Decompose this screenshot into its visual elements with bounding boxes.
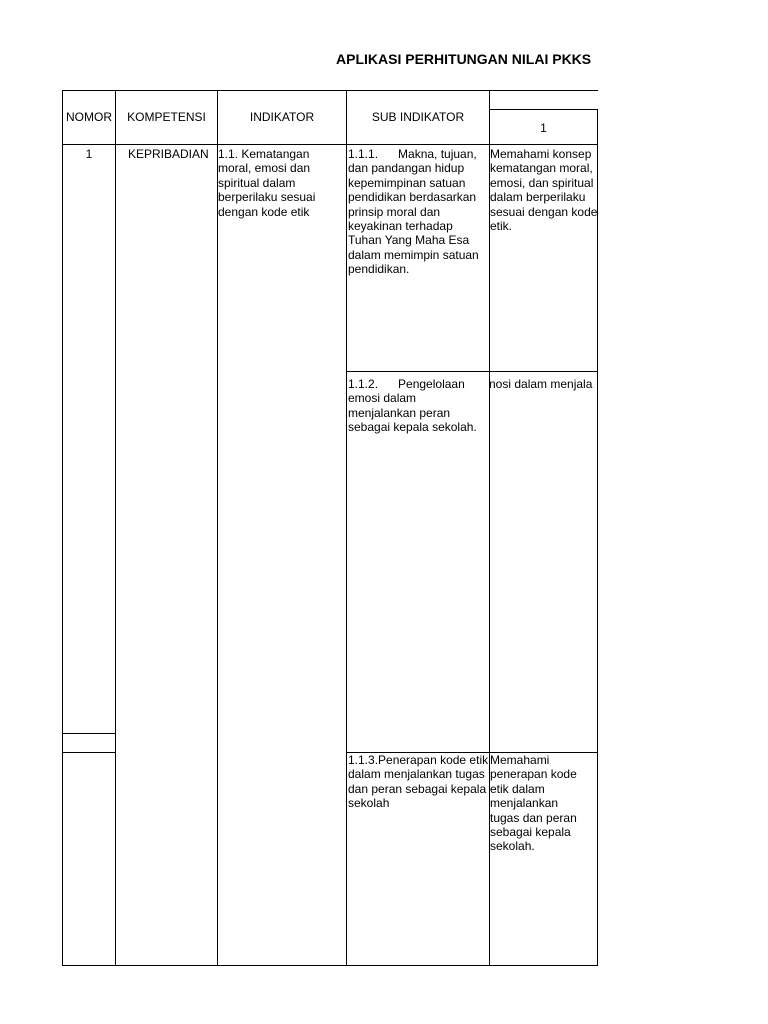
grid-line — [62, 733, 116, 734]
grid-line — [62, 965, 598, 966]
header-col-1: 1 — [540, 121, 547, 135]
grid-line — [489, 90, 598, 91]
grid-line — [115, 90, 116, 966]
header-kompetensi: KOMPETENSI — [127, 110, 206, 124]
cell-sub-indikator-2: 1.1.2. Pengelolaan emosi dalam menjalankan peran sebagai kepala sekolah. — [348, 377, 477, 435]
grid-line — [62, 752, 116, 753]
cell-nomor: 1 — [85, 147, 93, 161]
cell-kompetensi: KEPRIBADIAN — [128, 147, 209, 161]
grid-line — [489, 109, 598, 110]
grid-line — [62, 144, 598, 145]
grid-line — [346, 90, 347, 966]
cell-desc-2: nosi dalam menjala — [489, 377, 593, 391]
grid-line — [62, 90, 490, 91]
page-title: APLIKASI PERHITUNGAN NILAI PKKS — [336, 51, 592, 67]
cell-desc-3: Memahami penerapan kode etik dalam menjalankan tugas dan peran sebagai kepala sekolah. — [490, 753, 577, 854]
header-sub-indikator: SUB INDIKATOR — [371, 110, 465, 124]
header-indikator: INDIKATOR — [249, 110, 315, 124]
grid-line — [347, 371, 598, 372]
grid-line — [597, 109, 598, 966]
header-nomor: NOMOR — [66, 110, 112, 124]
grid-line — [217, 90, 218, 966]
grid-line — [62, 90, 63, 966]
cell-desc-1: Memahami konsep kematangan moral, emosi, dan spiritual dalam berperilaku sesuai dengan kode etik. — [490, 147, 598, 234]
cell-sub-indikator-3: 1.1.3.Penerapan kode etik dalam menjalankan tugas dan peran sebagai kepala sekolah — [348, 753, 489, 811]
cell-indikator: 1.1. Kematangan moral, emosi dan spiritual dalam berperilaku sesuai dengan kode etik — [218, 147, 316, 219]
cell-sub-indikator-1: 1.1.1. Makna, tujuan, dan pandangan hidup kepemimpinan satuan pendidikan berdasarkan prinsip moral dan keyakinan terhadap Tuhan Yang Maha Esa dalam memimpin satuan pendidikan. — [348, 147, 483, 277]
